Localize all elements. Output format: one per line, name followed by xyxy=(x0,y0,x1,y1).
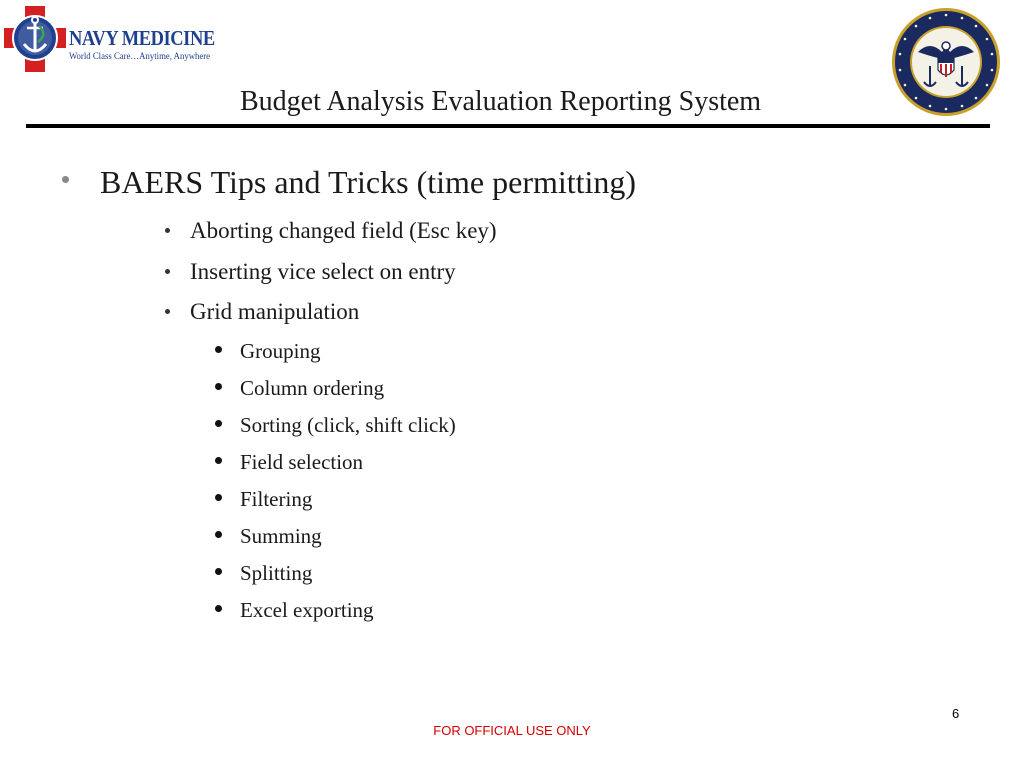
classification-footer: FOR OFFICIAL USE ONLY xyxy=(433,723,591,738)
bullet-text: Excel exporting xyxy=(240,598,374,622)
navy-medicine-emblem-icon xyxy=(4,6,68,72)
bullet-item xyxy=(240,376,384,401)
bullet-dot-icon xyxy=(165,269,170,274)
logo-title: NAVY MEDICINE xyxy=(69,26,215,50)
bullet-dot-icon xyxy=(215,420,222,427)
bullet-dot-icon xyxy=(215,494,222,501)
bullet-text: BAERS Tips and Tricks (time permitting) xyxy=(100,164,637,200)
bullet-item xyxy=(240,598,374,623)
bullet-text: Summing xyxy=(240,524,322,548)
bullet-text: Field selection xyxy=(240,450,364,474)
bullet-item xyxy=(190,299,359,325)
bullet-dot-icon xyxy=(165,309,170,314)
bullet-item xyxy=(190,218,497,244)
bullet-dot-icon xyxy=(215,531,222,538)
bullet-item xyxy=(240,487,312,512)
bullet-item xyxy=(100,164,636,201)
bullet-dot-icon xyxy=(215,457,222,464)
bullet-item xyxy=(240,450,363,475)
bullet-dot-icon xyxy=(215,605,222,612)
bullet-text: Sorting (click, shift click) xyxy=(240,413,456,437)
page-number: 6 xyxy=(952,706,960,721)
bullet-text: Grouping xyxy=(240,339,321,363)
navy-medicine-logo xyxy=(4,6,215,72)
bullet-item xyxy=(240,413,456,438)
title-divider xyxy=(26,124,990,128)
bullet-text: Aborting changed field (Esc key) xyxy=(190,218,497,243)
bullet-text: Inserting vice select on entry xyxy=(190,259,456,284)
bullet-item xyxy=(240,561,312,586)
bullet-item xyxy=(240,339,321,364)
bullet-dot-icon xyxy=(165,228,170,233)
bullet-text: Column ordering xyxy=(240,376,385,400)
bullet-text: Grid manipulation xyxy=(190,299,360,324)
bureau-seal xyxy=(890,6,1002,118)
slide-title: Budget Analysis Evaluation Reporting System xyxy=(240,86,762,117)
bullet-dot-icon xyxy=(215,346,222,353)
bullet-text: Filtering xyxy=(240,487,313,511)
navy-seal-icon xyxy=(890,6,1002,118)
bullet-text: Splitting xyxy=(240,561,313,585)
bullet-item xyxy=(240,524,322,549)
bullet-dot-icon xyxy=(62,176,69,183)
bullet-item xyxy=(190,259,456,285)
bullet-dot-icon xyxy=(215,383,222,390)
logo-tagline: World Class Care…Anytime, Anywhere xyxy=(69,52,211,62)
bullet-dot-icon xyxy=(215,568,222,575)
